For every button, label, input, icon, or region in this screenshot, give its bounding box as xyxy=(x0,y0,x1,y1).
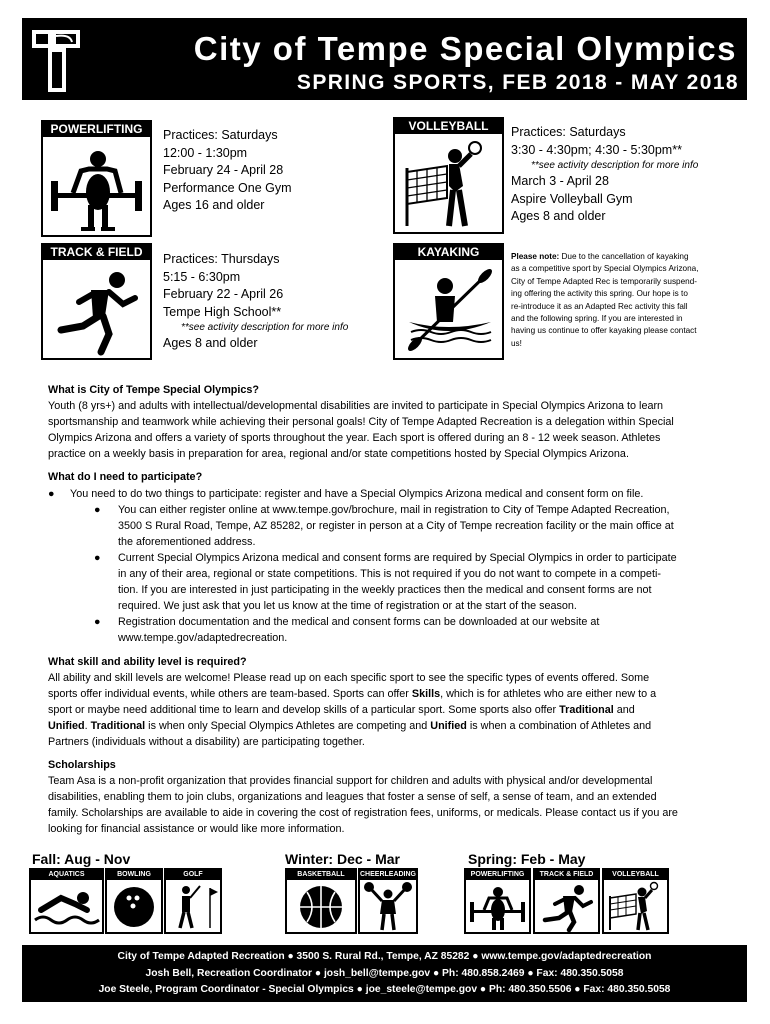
track-note: **see activity description for more info xyxy=(181,322,349,333)
page-subtitle: SPRING SPORTS, FEB 2018 - MAY 2018 xyxy=(296,71,739,94)
text-run: , which is for athletes who are either new to a xyxy=(440,687,657,700)
track-dates: February 22 - April 26 xyxy=(163,287,284,301)
kayaker-icon xyxy=(395,260,502,358)
weightlifter-icon xyxy=(466,880,529,932)
term-skills: Skills xyxy=(411,687,441,700)
text-run: . xyxy=(84,719,91,732)
powerlifting-label: POWERLIFTING xyxy=(43,122,150,137)
track-practice-day: Practices: Thursdays xyxy=(163,252,280,266)
kayaking-label: KAYAKING xyxy=(395,245,502,260)
powerlifting-time: 12:00 - 1:30pm xyxy=(163,145,248,160)
header-banner xyxy=(22,18,747,100)
list-item-text: the aforementioned address. xyxy=(118,535,256,548)
list-item-text: You need to do two things to participate: register and have a Special Olympics Arizona medical and consent form on file. xyxy=(70,487,644,500)
paragraph-line: Youth (8 yrs+) and adults with intellectual/developmental disabilities are invited to participate in Special Olympics Arizona to learn xyxy=(48,400,664,413)
section-heading-skill: What skill and ability level is required? xyxy=(48,655,247,668)
paragraph-line: sportsmanship and teamwork while achieving their personal goals! City of Tempe Adapted Recreation is a delegation within Special xyxy=(48,416,674,429)
basketball-icon xyxy=(287,880,355,932)
kayaking-note-line: as a competitive sport by Special Olympics Arizona, xyxy=(511,264,699,274)
section-heading-need: What do I need to participate? xyxy=(48,471,203,484)
text-run: sport or maybe need additional time to learn and develop skills of a particular sport. Some sports also offer xyxy=(48,703,560,716)
volleyball-info xyxy=(511,124,698,226)
term-unified: Unified xyxy=(430,719,467,732)
powerlifting-ages: Ages 16 and older xyxy=(163,198,265,212)
season-spring-title: Spring: Feb - May xyxy=(468,851,586,867)
runner-icon xyxy=(535,880,598,932)
paragraph-line xyxy=(48,702,728,718)
golf-tile xyxy=(164,868,222,934)
kayaking-note-line: City of Tempe Adapted Rec is temporarily suspend- xyxy=(511,276,697,286)
term-traditional: Traditional xyxy=(90,719,146,732)
track-field-label: TRACK & FIELD xyxy=(43,245,150,260)
section-heading-scholarships: Scholarships xyxy=(48,759,116,772)
page-title: City of Tempe Special Olympics xyxy=(193,30,737,67)
kayaking-note-line: and the following spring. If you are interested in xyxy=(511,314,683,324)
volleyball-dates: March 3 - April 28 xyxy=(511,174,609,188)
swimmer-icon xyxy=(31,880,102,932)
list-item-text: 3500 S Rural Road, Tempe, AZ 85282, or register in person at a City of Tempe recreation facility or the main office at xyxy=(118,519,674,532)
bowling-label: BOWLING xyxy=(107,870,161,880)
paragraph-line: Partners (individuals without a disability) are participating together. xyxy=(48,735,365,748)
list-item-text: You can either register online at www.tempe.gov/brochure, mail in registration to City of Tempe Adapted Recreation, xyxy=(118,503,670,516)
main-content xyxy=(48,382,728,838)
list-item-text: Registration documentation and the medical and consent forms can be downloaded at our website at xyxy=(118,616,600,629)
paragraph-line: looking for financial assistance or would like more information. xyxy=(48,823,345,836)
basketball-tile xyxy=(285,868,357,934)
text-run: is when a combination of Athletes and xyxy=(466,719,652,732)
text-run: sports offer individual events, while others are team-based. Sports can offer xyxy=(48,687,412,700)
term-unified: Unified xyxy=(48,719,85,732)
volleyball-time: 3:30 - 4:30pm; 4:30 - 5:30pm** xyxy=(511,142,682,157)
track-ages: Ages 8 and older xyxy=(163,336,258,350)
paragraph-line: All ability and skill levels are welcome! Please read up on each specific sport to see the specific types of events offered. Some xyxy=(48,671,650,684)
paragraph-line: practice on a weekly basis in preparation for area, regional and/or state competitions hosted by Special Olympics Arizona. xyxy=(48,448,629,461)
powerlifting-small-tile xyxy=(464,868,531,934)
kayaking-tile xyxy=(393,243,504,360)
paragraph-line: family. Scholarships are available to aide in covering the cost of registration fees, uniforms, or medicals. Please contact us if you are xyxy=(48,807,678,820)
list-item xyxy=(48,550,728,614)
paragraph-line: Team Asa is a non-profit organization that provides financial support for children and adults with physical and/or developmental xyxy=(48,775,653,788)
powerlifting-practice-day: Practices: Saturdays xyxy=(163,128,278,142)
kayaking-note-line: re-introduce it as an Adapted Rec activity this fall xyxy=(511,301,688,311)
powerlifting-small-label: POWERLIFTING xyxy=(466,870,529,880)
kayaking-note-label: Please note: xyxy=(511,252,560,261)
cheerleader-icon xyxy=(360,880,416,932)
footer-contact xyxy=(22,945,747,1002)
runner-icon xyxy=(43,260,150,358)
bullet-icon: ● xyxy=(94,551,101,564)
powerlifting-location: Performance One Gym xyxy=(163,180,292,195)
section-heading-what-is: What is City of Tempe Special Olympics? xyxy=(48,384,259,396)
paragraph-line xyxy=(48,686,728,702)
golfer-icon xyxy=(166,880,220,932)
basketball-label: BASKETBALL xyxy=(287,870,355,880)
season-fall-title: Fall: Aug - Nov xyxy=(32,851,131,867)
footer-program-coordinator-line: Joe Steele, Program Coordinator - Special Olympics ● joe_steele@tempe.gov ● Ph: 480.350.5506 ● Fax: 480.350.5058 xyxy=(98,984,671,995)
bullet-icon: ● xyxy=(48,487,55,500)
list-item-text: tion. If you are interested in just participating in the weekly practices then the medical and consent forms are not xyxy=(118,584,652,597)
volleyball-player-icon xyxy=(395,134,502,232)
volleyball-ages: Ages 8 and older xyxy=(511,209,606,223)
list-item-text: in any of their area, regional or state competitions. This is not required if you do not want to compete in a competi- xyxy=(118,568,661,581)
kayaking-note-line: having us continue to offer kayaking please contact xyxy=(511,326,697,336)
tempe-t-logo-icon xyxy=(26,22,86,96)
kayaking-note-line: ing offering the activity this spring. Our hope is to xyxy=(511,289,688,299)
powerlifting-tile xyxy=(41,120,152,237)
list-item xyxy=(48,502,728,550)
volleyball-practice-day: Practices: Saturdays xyxy=(511,125,626,139)
list-item-text: Current Special Olympics Arizona medical and consent forms are required by Special Olympics in order to participate xyxy=(118,551,677,564)
paragraph-line: Olympics Arizona and offers a variety of sports throughout the year. Each sport is offered during an 8 - 12 week season. Athletes xyxy=(48,432,661,445)
footer-coordinator-line: Josh Bell, Recreation Coordinator ● josh_bell@tempe.gov ● Ph: 480.858.2469 ● Fax: 480.350.5058 xyxy=(145,967,624,979)
cheerleading-tile xyxy=(358,868,418,934)
bowling-tile xyxy=(105,868,163,934)
bullet-icon: ● xyxy=(94,503,101,516)
volleyball-small-label: VOLLEYBALL xyxy=(604,870,667,880)
paragraph-line xyxy=(48,718,728,734)
powerlifting-info xyxy=(163,127,292,215)
track-field-small-tile xyxy=(533,868,600,934)
bullet-icon: ● xyxy=(94,616,101,629)
volleyball-note: **see activity description for more info xyxy=(531,160,699,171)
golf-label: GOLF xyxy=(166,870,220,880)
list-item-text: required. We just ask that you let us know at the time of registration or at the start of the season. xyxy=(118,600,577,613)
cheerleading-label: CHEERLEADING xyxy=(360,871,417,878)
list-item xyxy=(48,486,728,502)
term-traditional: Traditional xyxy=(559,703,614,716)
footer-address-line: City of Tempe Adapted Recreation ● 3500 S. Rural Rd., Tempe, AZ 85282 ● www.tempe.gov/adaptedrecreation xyxy=(117,951,652,962)
track-field-tile xyxy=(41,243,152,360)
weightlifter-icon xyxy=(43,137,150,235)
volleyball-label: VOLLEYBALL xyxy=(395,119,502,134)
volleyball-tile xyxy=(393,117,504,234)
aquatics-label: AQUATICS xyxy=(31,870,102,880)
paragraph-line: disabilities, enabling them to join clubs, organizations and leagues that foster a sense of self, a sense of team, and an extended xyxy=(48,791,657,804)
bowling-ball-icon xyxy=(107,880,161,932)
volleyball-small-tile xyxy=(602,868,669,934)
track-field-small-label: TRACK & FIELD xyxy=(535,870,598,880)
powerlifting-dates: February 24 - April 28 xyxy=(163,163,284,177)
track-time: 5:15 - 6:30pm xyxy=(163,269,241,284)
text-run: is when only Special Olympics Athletes are competing and xyxy=(145,719,431,732)
aquatics-tile xyxy=(29,868,104,934)
kayaking-note xyxy=(511,251,736,350)
list-item xyxy=(48,614,728,646)
track-location: Tempe High School** xyxy=(163,304,282,319)
season-winter-title: Winter: Dec - Mar xyxy=(285,851,401,867)
kayaking-note-line: us! xyxy=(511,338,522,348)
volleyball-location: Aspire Volleyball Gym xyxy=(511,191,633,206)
track-field-info xyxy=(163,251,348,353)
kayaking-note-line: Due to the cancellation of kayaking xyxy=(561,252,689,261)
volleyball-player-icon xyxy=(604,880,667,932)
text-run: and xyxy=(613,703,635,716)
list-item-text: www.tempe.gov/adaptedrecreation. xyxy=(118,632,288,645)
